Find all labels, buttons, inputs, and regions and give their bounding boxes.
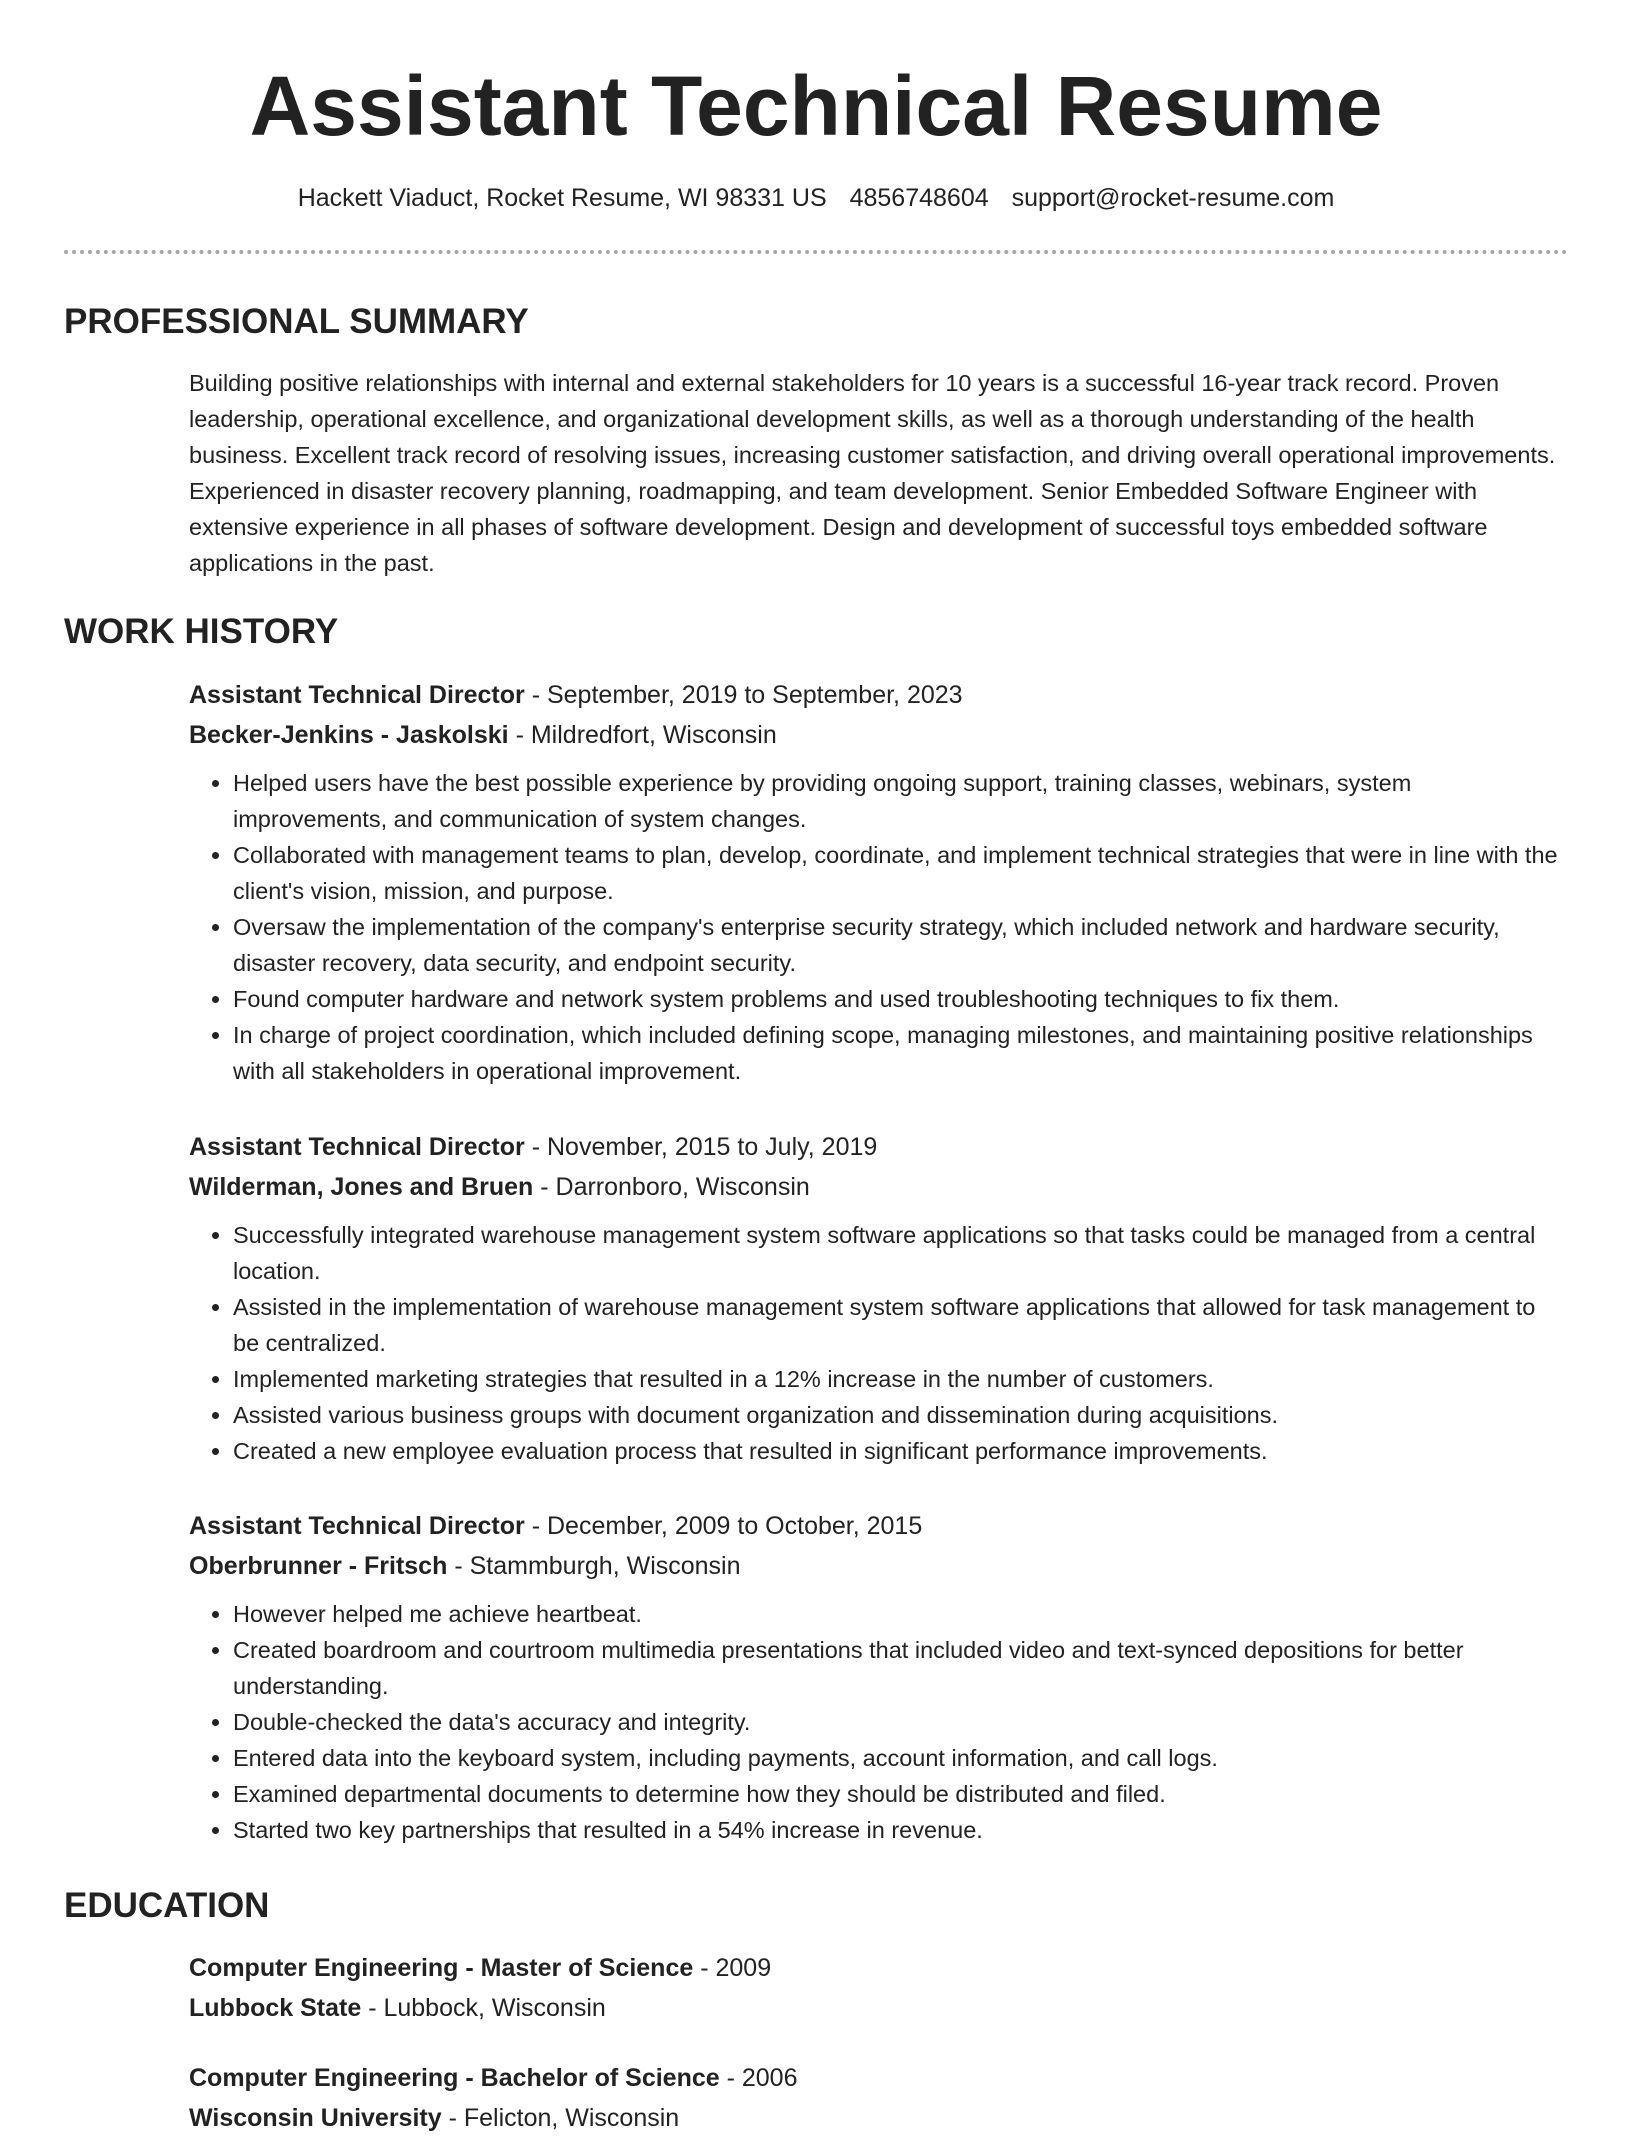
job-title-line	[189, 1127, 1564, 1167]
job-bullets	[189, 1217, 1564, 1469]
job-dates: - November, 2015 to July, 2019	[524, 1133, 878, 1161]
job-entry	[189, 1127, 1564, 1469]
job-dates: - September, 2019 to September, 2023	[524, 681, 963, 709]
job-bullet: • Entered data into the keyboard system, including payments, account information, and call logs.	[233, 1740, 1564, 1776]
degree-name: Computer Engineering - Master of Science	[189, 1954, 694, 1982]
school-line	[189, 1988, 1564, 2028]
job-bullet: • Created boardroom and courtroom multimedia presentations that included video and text-synced depositions for better understanding.	[233, 1632, 1564, 1704]
degree-name: Computer Engineering - Bachelor of Science	[189, 2064, 720, 2092]
contact-info	[0, 180, 1632, 216]
job-entry	[189, 1506, 1564, 1848]
contact-email: support@rocket-resume.com	[1011, 184, 1335, 212]
job-bullet: • Oversaw the implementation of the company's enterprise security strategy, which included network and hardware security, disaster recovery, data security, and endpoint security.	[233, 909, 1564, 981]
job-title-line	[189, 1506, 1564, 1546]
school-name: Wisconsin University	[189, 2104, 442, 2132]
education-entry	[189, 2058, 1564, 2138]
contact-address: Hackett Viaduct, Rocket Resume, WI 98331 US	[297, 184, 827, 212]
resume-title: Assistant Technical Resume	[249, 59, 1383, 153]
job-location: - Stammburgh, Wisconsin	[447, 1552, 741, 1580]
job-bullet: • Started two key partnerships that resulted in a 54% increase in revenue.	[233, 1812, 1564, 1848]
job-bullet: • In charge of project coordination, which included defining scope, managing milestones, and maintaining positive relationships with all stakeholders in operational improvement.	[233, 1017, 1564, 1089]
work-history-heading: WORK HISTORY	[64, 612, 339, 651]
degree-line	[189, 1948, 1564, 1988]
summary-text: Building positive relationships with internal and external stakeholders for 10 years is a successful 16-year track record. Proven leadership, operational excellence, and organizational development skills, as well as a thorough understanding of the health business. Excellent track record of resolving issues, increasing customer satisfaction, and driving overall operational improvements. Experienced in disaster recovery planning, roadmapping, and team development. Senior Embedded Software Engineer with extensive experience in all phases of software development. Design and development of successful toys embedded software applications in the past.	[189, 370, 1556, 576]
degree-line	[189, 2058, 1564, 2098]
job-company: Oberbrunner - Fritsch	[189, 1552, 448, 1580]
job-company: Becker-Jenkins - Jaskolski	[189, 721, 509, 749]
job-bullet: • Collaborated with management teams to plan, develop, coordinate, and implement technical strategies that were in line with the client's vision, mission, and purpose.	[233, 837, 1564, 909]
job-bullet: • Created a new employee evaluation process that resulted in significant performance improvements.	[233, 1433, 1564, 1469]
degree-year: - 2009	[693, 1954, 772, 1982]
school-name: Lubbock State	[189, 1994, 362, 2022]
job-bullet: • Implemented marketing strategies that resulted in a 12% increase in the number of customers.	[233, 1361, 1564, 1397]
job-company: Wilderman, Jones and Bruen	[189, 1173, 534, 1201]
job-bullet: • Assisted in the implementation of warehouse management system software applications that allowed for task management to be centralized.	[233, 1289, 1564, 1361]
summary-heading: PROFESSIONAL SUMMARY	[64, 302, 529, 341]
job-location: - Mildredfort, Wisconsin	[508, 721, 777, 749]
job-bullet: • Double-checked the data's accuracy and integrity.	[233, 1704, 1564, 1740]
job-title-line	[189, 675, 1564, 715]
job-dates: - December, 2009 to October, 2015	[524, 1512, 923, 1540]
job-entry	[189, 675, 1564, 1089]
school-location: - Felicton, Wisconsin	[441, 2104, 680, 2132]
job-bullet: • Successfully integrated warehouse management system software applications so that tasks could be managed from a central location.	[233, 1217, 1564, 1289]
job-title: Assistant Technical Director	[189, 681, 525, 709]
school-line	[189, 2098, 1564, 2138]
job-company-line	[189, 1546, 1564, 1586]
degree-year: - 2006	[719, 2064, 798, 2092]
job-bullet: • However helped me achieve heartbeat.	[233, 1596, 1564, 1632]
job-title: Assistant Technical Director	[189, 1133, 525, 1161]
education-heading: EDUCATION	[64, 1886, 270, 1925]
job-location: - Darronboro, Wisconsin	[533, 1173, 810, 1201]
header-divider	[64, 250, 1568, 254]
job-bullet: • Found computer hardware and network system problems and used troubleshooting techniques to fix them.	[233, 981, 1564, 1017]
contact-phone: 4856748604	[849, 184, 989, 212]
job-bullet: • Examined departmental documents to determine how they should be distributed and filed.	[233, 1776, 1564, 1812]
job-bullet: • Assisted various business groups with document organization and dissemination during acquisitions.	[233, 1397, 1564, 1433]
school-location: - Lubbock, Wisconsin	[361, 1994, 606, 2022]
education-entry	[189, 1948, 1564, 2028]
job-title: Assistant Technical Director	[189, 1512, 525, 1540]
job-bullet: • Helped users have the best possible experience by providing ongoing support, training classes, webinars, system improvements, and communication of system changes.	[233, 765, 1564, 837]
job-bullets	[189, 1596, 1564, 1848]
job-company-line	[189, 715, 1564, 755]
job-company-line	[189, 1167, 1564, 1207]
job-bullets	[189, 765, 1564, 1089]
